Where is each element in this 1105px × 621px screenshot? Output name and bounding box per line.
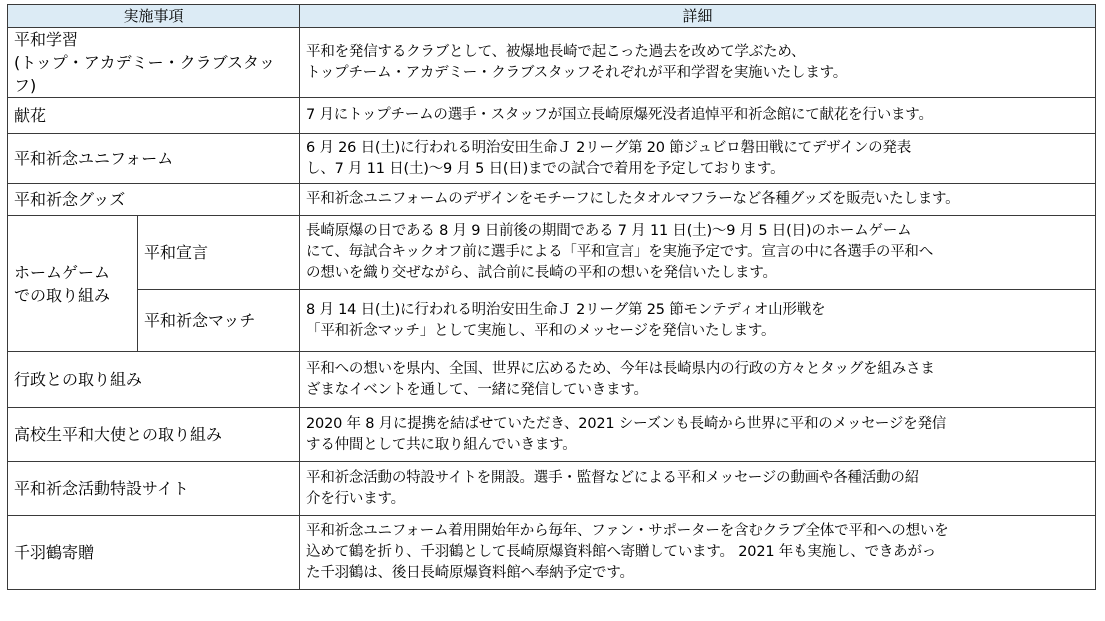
row-label-special-site: 平和祈念活動特設サイト <box>8 462 300 516</box>
table-row <box>8 462 1096 516</box>
table-header-row <box>8 5 1096 28</box>
row-label-paper-cranes: 千羽鶴寄贈 <box>8 516 300 590</box>
table-row <box>8 184 1096 216</box>
table-row <box>8 98 1096 134</box>
table-row <box>8 516 1096 590</box>
row-detail-peace-match: 8 月 14 日(土)に行われる明治安田生命Ｊ 2リーグ第 25 節モンテディオ山形戦を 「平和祈念マッチ」として実施し、平和のメッセージを発信いたします。 <box>300 290 1096 352</box>
row-label-peace-goods: 平和祈念グッズ <box>8 184 300 216</box>
table-row <box>8 216 1096 290</box>
row-detail-government: 平和への想いを県内、全国、世界に広めるため、今年は長崎県内の行政の方々とタッグを組みさま ざまなイベントを通して、一緒に発信していきます。 <box>300 352 1096 408</box>
row-sublabel-peace-declaration: 平和宣言 <box>138 216 300 290</box>
row-detail-peace-declaration: 長崎原爆の日である 8 月 9 日前後の期間である 7 月 11 日(土)～9 月 5 日(日)のホームゲーム にて、毎試合キックオフ前に選手による「平和宣言」を実施予定です。宣言の中に各選手の平和へ の想いを織り交ぜながら、試合前に長崎の平和の想いを発信いたします。 <box>300 216 1096 290</box>
row-detail-paper-cranes: 平和祈念ユニフォーム着用開始年から毎年、ファン・サポーターを含むクラブ全体で平和への想いを 込めて鶴を折り、千羽鶴として長崎原爆資料館へ寄贈しています。 2021 年も実施し、できあがっ た千羽鶴は、後日長崎原爆資料館へ奉納予定です。 <box>300 516 1096 590</box>
header-details: 詳細 <box>300 5 1096 28</box>
peace-activities-table <box>7 4 1096 590</box>
row-detail-peace-study: 平和を発信するクラブとして、被爆地長崎で起こった過去を改めて学ぶため、 トップチーム・アカデミー・クラブスタッフそれぞれが平和学習を実施いたします。 <box>300 28 1096 98</box>
header-activity: 実施事項 <box>8 5 300 28</box>
row-label-government: 行政との取り組み <box>8 352 300 408</box>
row-detail-flower-offering: 7 月にトップチームの選手・スタッフが国立長崎原爆死没者追悼平和祈念館にて献花を行います。 <box>300 98 1096 134</box>
row-label-peace-uniform: 平和祈念ユニフォーム <box>8 134 300 184</box>
activity-table-wrapper <box>7 4 1095 590</box>
row-label-flower-offering: 献花 <box>8 98 300 134</box>
table-row <box>8 290 1096 352</box>
table-row <box>8 134 1096 184</box>
row-detail-student-ambassadors: 2020 年 8 月に提携を結ばせていただき、2021 シーズンも長崎から世界に平和のメッセージを発信 する仲間として共に取り組んでいきます。 <box>300 408 1096 462</box>
row-detail-peace-uniform: 6 月 26 日(土)に行われる明治安田生命Ｊ 2リーグ第 20 節ジュビロ磐田戦にてデザインの発表 し、7 月 11 日(土)～9 月 5 日(日)までの試合で着用を予定しております。 <box>300 134 1096 184</box>
table-row <box>8 352 1096 408</box>
row-detail-special-site: 平和祈念活動の特設サイトを開設。選手・監督などによる平和メッセージの動画や各種活動の紹 介を行います。 <box>300 462 1096 516</box>
table-row <box>8 408 1096 462</box>
row-label-peace-study: 平和学習 (トップ・アカデミー・クラブスタッフ) <box>8 28 300 98</box>
row-label-home-game-group: ホームゲーム での取り組み <box>8 216 138 352</box>
row-detail-peace-goods: 平和祈念ユニフォームのデザインをモチーフにしたタオルマフラーなど各種グッズを販売いたします。 <box>300 184 1096 216</box>
row-label-student-ambassadors: 高校生平和大使との取り組み <box>8 408 300 462</box>
table-row <box>8 28 1096 98</box>
row-sublabel-peace-match: 平和祈念マッチ <box>138 290 300 352</box>
